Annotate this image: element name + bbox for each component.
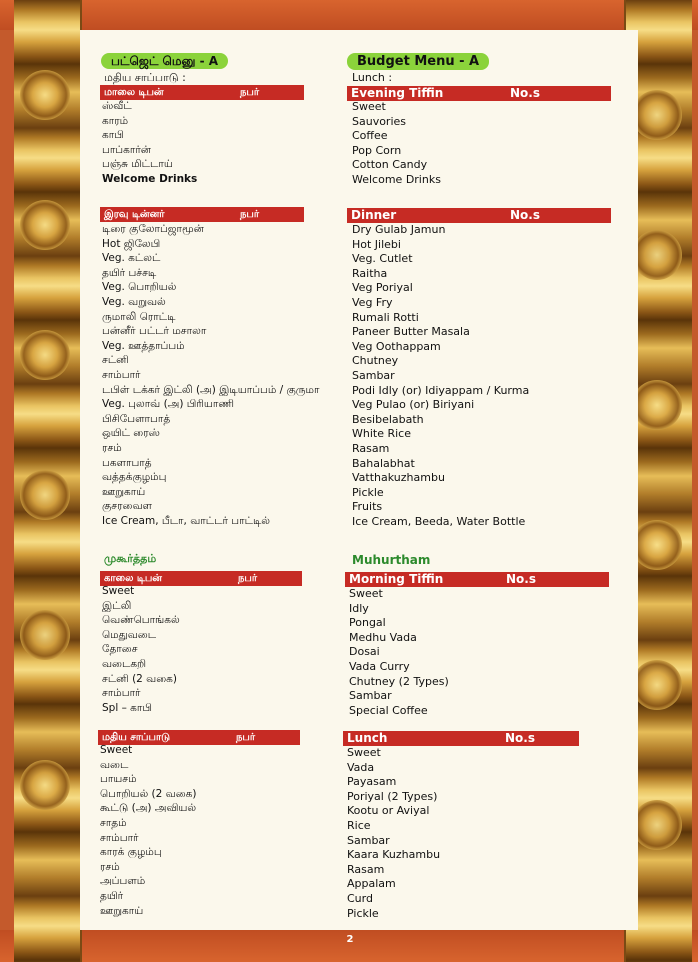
tamil-lunch-label: மதிய சாப்பாடு :	[104, 71, 186, 84]
list-item: Coffee	[352, 129, 388, 143]
list-item: ரசம்	[102, 441, 122, 454]
english-dinner-list	[352, 223, 529, 529]
tamil-lunch-nos: நபர்	[236, 732, 256, 743]
list-item: Sauvories	[352, 114, 407, 128]
list-item: Veg. பொறியல்	[102, 281, 177, 294]
list-item: Hot Jilebi	[352, 237, 401, 251]
list-item: சாம்பார்	[102, 687, 141, 700]
list-item: Dosai	[349, 645, 380, 659]
list-item: Payasam	[347, 775, 397, 789]
list-item: Sambar	[347, 833, 390, 847]
list-item: Appalam	[347, 877, 396, 891]
list-item: Vada	[347, 760, 375, 774]
english-lunch-nos: No.s	[505, 731, 535, 745]
list-item: Chutney (2 Types)	[349, 674, 449, 688]
list-item: Veg. வறுவல்	[102, 295, 166, 308]
list-item: பாயசம்	[100, 773, 137, 786]
list-item: Special Coffee	[349, 703, 428, 717]
list-item: சாதம்	[100, 816, 127, 829]
tamil-morning-list	[102, 584, 180, 715]
tamil-morning-nos: நபர்	[238, 573, 258, 584]
list-item: Veg. கட்லட்	[102, 252, 161, 265]
english-evening-nos: No.s	[510, 86, 540, 100]
list-item: Poriyal (2 Types)	[347, 789, 438, 803]
list-item: வடை	[100, 758, 129, 771]
list-item: Veg Oothappam	[352, 339, 441, 353]
list-item: சாம்பார்	[100, 831, 139, 844]
list-item: Sweet	[347, 746, 381, 759]
english-morning-title: Morning Tiffin	[349, 572, 444, 586]
list-item: Welcome Drinks	[352, 172, 441, 186]
list-item: ஸ்வீட்	[102, 100, 132, 112]
list-item: Veg. புலாவ் (அ) பிரியாணி	[102, 398, 235, 411]
list-item: பாப்கார்ன்	[102, 143, 151, 156]
tamil-dinner-header	[100, 207, 304, 222]
list-item: ஊறுகாய்	[100, 904, 144, 917]
list-item: Rasam	[347, 862, 385, 876]
list-item: Rumali Rotti	[352, 310, 419, 324]
tamil-morning-title: காலை டிபன்	[104, 573, 162, 584]
list-item: Ice Cream, Beeda, Water Bottle	[352, 514, 526, 528]
list-item: Spl – காபி	[102, 701, 152, 714]
list-item: ஊறுகாய்	[102, 485, 146, 498]
list-item: Welcome Drinks	[102, 172, 198, 185]
tamil-evening-title: மாலை டிபன்	[104, 87, 164, 98]
list-item: பகளாபாத்	[102, 456, 152, 469]
list-item: Paneer Butter Masala	[352, 325, 470, 339]
list-item: ரசம்	[100, 860, 120, 873]
tamil-evening-nos: நபர்	[240, 87, 260, 98]
list-item: Sweet	[102, 585, 135, 597]
list-item: Kootu or Aviyal	[347, 804, 430, 818]
english-title-badge: Budget Menu - A	[347, 53, 489, 70]
list-item: பன்னீர் பட்டர் மசாலா	[102, 325, 207, 338]
left-pillar-ornament	[14, 0, 82, 962]
list-item: பிசிபேளாபாத்	[102, 412, 171, 425]
english-morning-nos: No.s	[506, 572, 536, 586]
list-item: Vatthakuzhambu	[352, 471, 445, 485]
list-item: காரக் குழம்பு	[100, 846, 162, 859]
tamil-dinner-nos: நபர்	[240, 209, 260, 220]
english-muhurtham-heading: Muhurtham	[352, 553, 431, 567]
english-dinner-header	[347, 208, 611, 223]
english-dinner-nos: No.s	[510, 208, 540, 222]
list-item: Veg Fry	[352, 295, 393, 309]
list-item: கூட்டு (அ) அவியல்	[100, 802, 197, 815]
list-item: டிரை குலோப்ஜாமூன்	[102, 223, 204, 235]
list-item: ருமாலி ரொட்டி	[102, 310, 176, 323]
list-item: Kaara Kuzhambu	[347, 848, 441, 862]
list-item: Fruits	[352, 500, 383, 514]
list-item: Podi Idly (or) Idiyappam / Kurma	[352, 383, 530, 397]
list-item: ஒயிட் ரைஸ்	[102, 427, 160, 440]
list-item: சட்னி (2 வகை)	[102, 672, 177, 685]
english-evening-list	[352, 100, 441, 188]
list-item: தயிர்	[100, 889, 124, 902]
tamil-title-badge: பட்ஜெட் மெனு - A	[101, 53, 228, 69]
list-item: Veg Pulao (or) Biriyani	[352, 398, 475, 412]
list-item: Cotton Candy	[352, 158, 428, 172]
list-item: Raitha	[352, 266, 388, 280]
list-item: Rice	[347, 818, 371, 832]
top-border	[0, 0, 698, 30]
list-item: Ice Cream, பீடா, வாட்டர் பாட்டில்	[102, 514, 271, 527]
list-item: Curd	[347, 891, 373, 905]
list-item: மெதுவடை	[102, 628, 157, 641]
list-item: காரம்	[102, 114, 129, 127]
english-dinner-title: Dinner	[351, 208, 397, 222]
list-item: Sweet	[349, 587, 383, 600]
list-item: Dry Gulab Jamun	[352, 223, 446, 236]
list-item: Pongal	[349, 616, 386, 630]
english-morning-list	[349, 587, 449, 718]
list-item: Veg. Cutlet	[352, 252, 413, 266]
list-item: Pickle	[347, 906, 379, 920]
list-item: Sambar	[352, 368, 395, 382]
list-item: குசரவைள	[102, 500, 152, 513]
list-item: Medhu Vada	[349, 630, 417, 644]
tamil-evening-list	[102, 99, 197, 187]
list-item: வெண்பொங்கல்	[102, 614, 180, 627]
list-item: அப்பளம்	[100, 875, 146, 888]
list-item: Sweet	[100, 744, 133, 756]
list-item: Chutney	[352, 354, 399, 368]
english-morning-header	[345, 572, 609, 587]
list-item: Veg Poriyal	[352, 281, 413, 295]
list-item: Besibelabath	[352, 412, 424, 426]
list-item: இட்லி	[102, 599, 132, 612]
list-item: Veg. ஊத்தாப்பம்	[102, 339, 185, 352]
list-item: Pickle	[352, 485, 384, 499]
tamil-dinner-list	[102, 222, 319, 528]
english-lunch-list	[347, 746, 440, 921]
list-item: டபிள் டக்கர் இட்லி (அ) இடியாப்பம் / குருமா	[102, 383, 320, 396]
list-item: பொறியல் (2 வகை)	[100, 787, 197, 800]
tamil-lunch-list	[100, 743, 196, 918]
list-item: தோசை	[102, 643, 138, 656]
list-item: Sambar	[349, 689, 392, 703]
tamil-dinner-title: இரவு டின்னர்	[104, 209, 165, 220]
tamil-lunch-title: மதிய சாப்பாடு	[102, 732, 171, 743]
page-number: 2	[346, 934, 354, 945]
list-item: பஞ்சு மிட்டாய்	[102, 158, 173, 171]
list-item: Bahalabhat	[352, 456, 415, 470]
list-item: வடைகறி	[102, 657, 147, 670]
list-item: காபி	[102, 129, 124, 142]
list-item: தயிர் பச்சடி	[102, 266, 157, 279]
list-item: Vada Curry	[349, 659, 410, 673]
list-item: White Rice	[352, 427, 411, 441]
list-item: Sweet	[352, 100, 386, 113]
list-item: Pop Corn	[352, 143, 402, 157]
list-item: சட்னி	[102, 354, 129, 367]
list-item: Hot ஜிலேபி	[102, 237, 161, 250]
english-evening-title: Evening Tiffin	[351, 86, 444, 100]
list-item: Idly	[349, 601, 369, 615]
english-lunch-title: Lunch	[347, 731, 388, 745]
list-item: சாம்பார்	[102, 368, 141, 381]
english-evening-header	[347, 86, 611, 101]
list-item: வத்தக்குழம்பு	[102, 471, 167, 484]
list-item: Rasam	[352, 441, 390, 455]
english-lunch-label: Lunch :	[352, 71, 393, 84]
english-lunch-header	[343, 731, 579, 746]
tamil-evening-header	[100, 85, 304, 100]
tamil-muhurtham-heading: முகூர்த்தம்	[104, 552, 157, 565]
